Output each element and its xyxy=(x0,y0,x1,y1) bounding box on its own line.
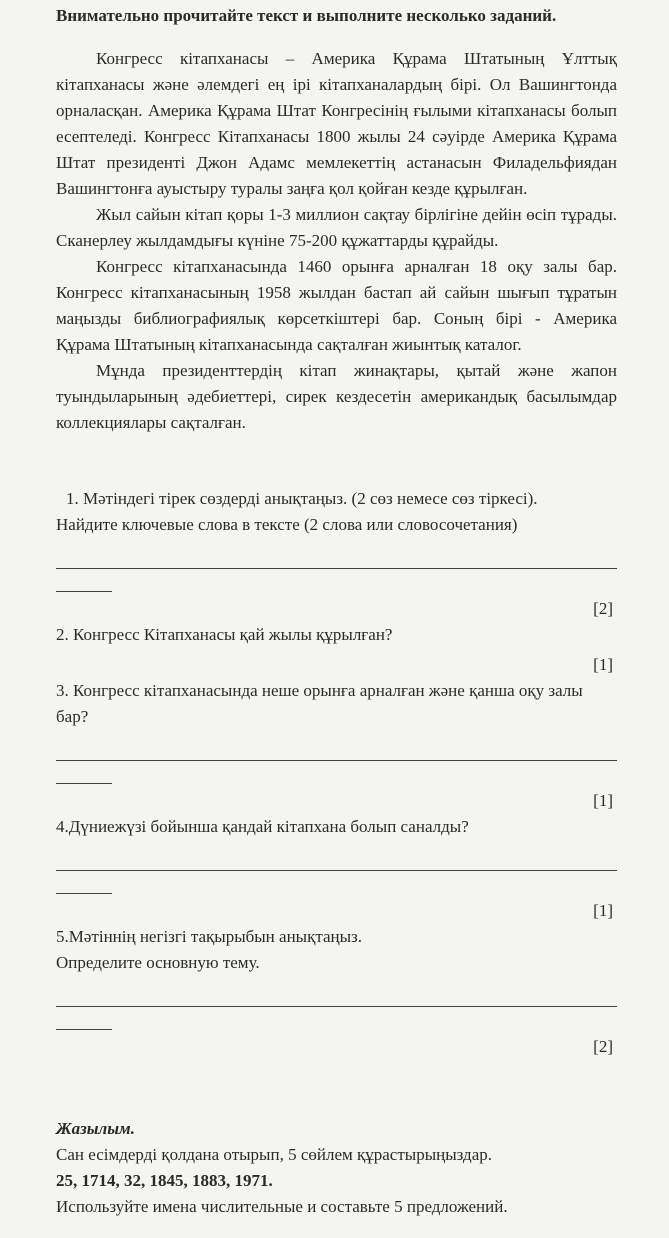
answer-line-5[interactable] xyxy=(56,980,617,1007)
question-2-marks: [1] xyxy=(593,655,613,674)
question-3: 3. Конгресс кітапханасында неше орынға арналған және қанша оқу залы бар? xyxy=(56,681,583,726)
writing-task-kz: Сан есімдерді қолдана отырып, 5 сөйлем құрастырыңыздар. xyxy=(56,1145,492,1164)
answer-short-line-5[interactable] xyxy=(56,1011,112,1030)
question-3-marks: [1] xyxy=(593,791,613,810)
question-4-marks: [1] xyxy=(593,901,613,920)
questions-section xyxy=(56,486,617,1060)
answer-short-line-1[interactable] xyxy=(56,573,112,592)
question-5-ru: Определите основную тему. xyxy=(56,953,260,972)
reading-text xyxy=(56,46,617,436)
reading-paragraph-3: Конгресс кітапханасында 1460 орынға арналған 18 оқу залы бар. Конгресс кітапханасының 1958 жылдан бастап ай сайын шығып тұратын маңызды библиографиялық көрсеткіштері бар. Соның бірі - Америка Құрама Штатының кітапханасында сақталған жиынтық каталог. xyxy=(56,257,617,354)
question-1-kz: 1. Мәтіндегі тірек сөздерді анықтаңыз. (2 сөз немесе сөз тіркесі). xyxy=(66,489,538,508)
answer-short-line-3[interactable] xyxy=(56,765,112,784)
answer-line-1[interactable] xyxy=(56,542,617,569)
question-1-marks: [2] xyxy=(593,599,613,618)
reading-paragraph-2: Жыл сайын кітап қоры 1-3 миллион сақтау бірлігіне дейін өсіп тұрады. Сканерлеу жылдамдығы күніне 75-200 құжаттарды құрайды. xyxy=(56,205,617,250)
question-2: 2. Конгресс Кітапханасы қай жылы құрылған? xyxy=(56,625,393,644)
writing-title: Жазылым. xyxy=(56,1119,135,1138)
page-title: Внимательно прочитайте текст и выполните несколько заданий. xyxy=(56,6,557,25)
question-1-ru: Найдите ключевые слова в тексте (2 слова или словосочетания) xyxy=(56,515,518,534)
reading-paragraph-1: Конгресс кітапханасы – Америка Құрама Штатының Ұлттық кітапханасы және әлемдегі ең ірі кітапханалардың бірі. Ол Вашингтонда орналасқан. Америка Құрама Штат Конгресінің ғылыми кітапханасы болып есептеледі. Конгресс Кітапханасы 1800 жылы 24 сәуірде Америка Құрама Штат президенті Джон Адамс мемлекеттің астанасын Филадельфиядан Вашингтонға ауыстыру туралы заңға қол қойған кезде құрылған. xyxy=(56,49,617,198)
reading-paragraph-4: Мұнда президенттердің кітап жинақтары, қытай және жапон туындыларының әдебиеттері, сирек кездесетін американдық басылымдар коллекциялары сақталған. xyxy=(56,361,617,432)
question-4: 4.Дүниежүзі бойынша қандай кітапхана болып саналды? xyxy=(56,817,469,836)
writing-task-ru: Используйте имена числительные и составьте 5 предложений. xyxy=(56,1197,508,1216)
answer-line-4[interactable] xyxy=(56,844,617,871)
writing-numbers: 25, 1714, 32, 1845, 1883, 1971. xyxy=(56,1171,273,1190)
answer-line-3[interactable] xyxy=(56,734,617,761)
writing-section xyxy=(56,1116,617,1220)
question-5-marks: [2] xyxy=(593,1037,613,1056)
answer-short-line-4[interactable] xyxy=(56,875,112,894)
question-5-kz: 5.Мәтіннің негізгі тақырыбын анықтаңыз. xyxy=(56,927,363,946)
